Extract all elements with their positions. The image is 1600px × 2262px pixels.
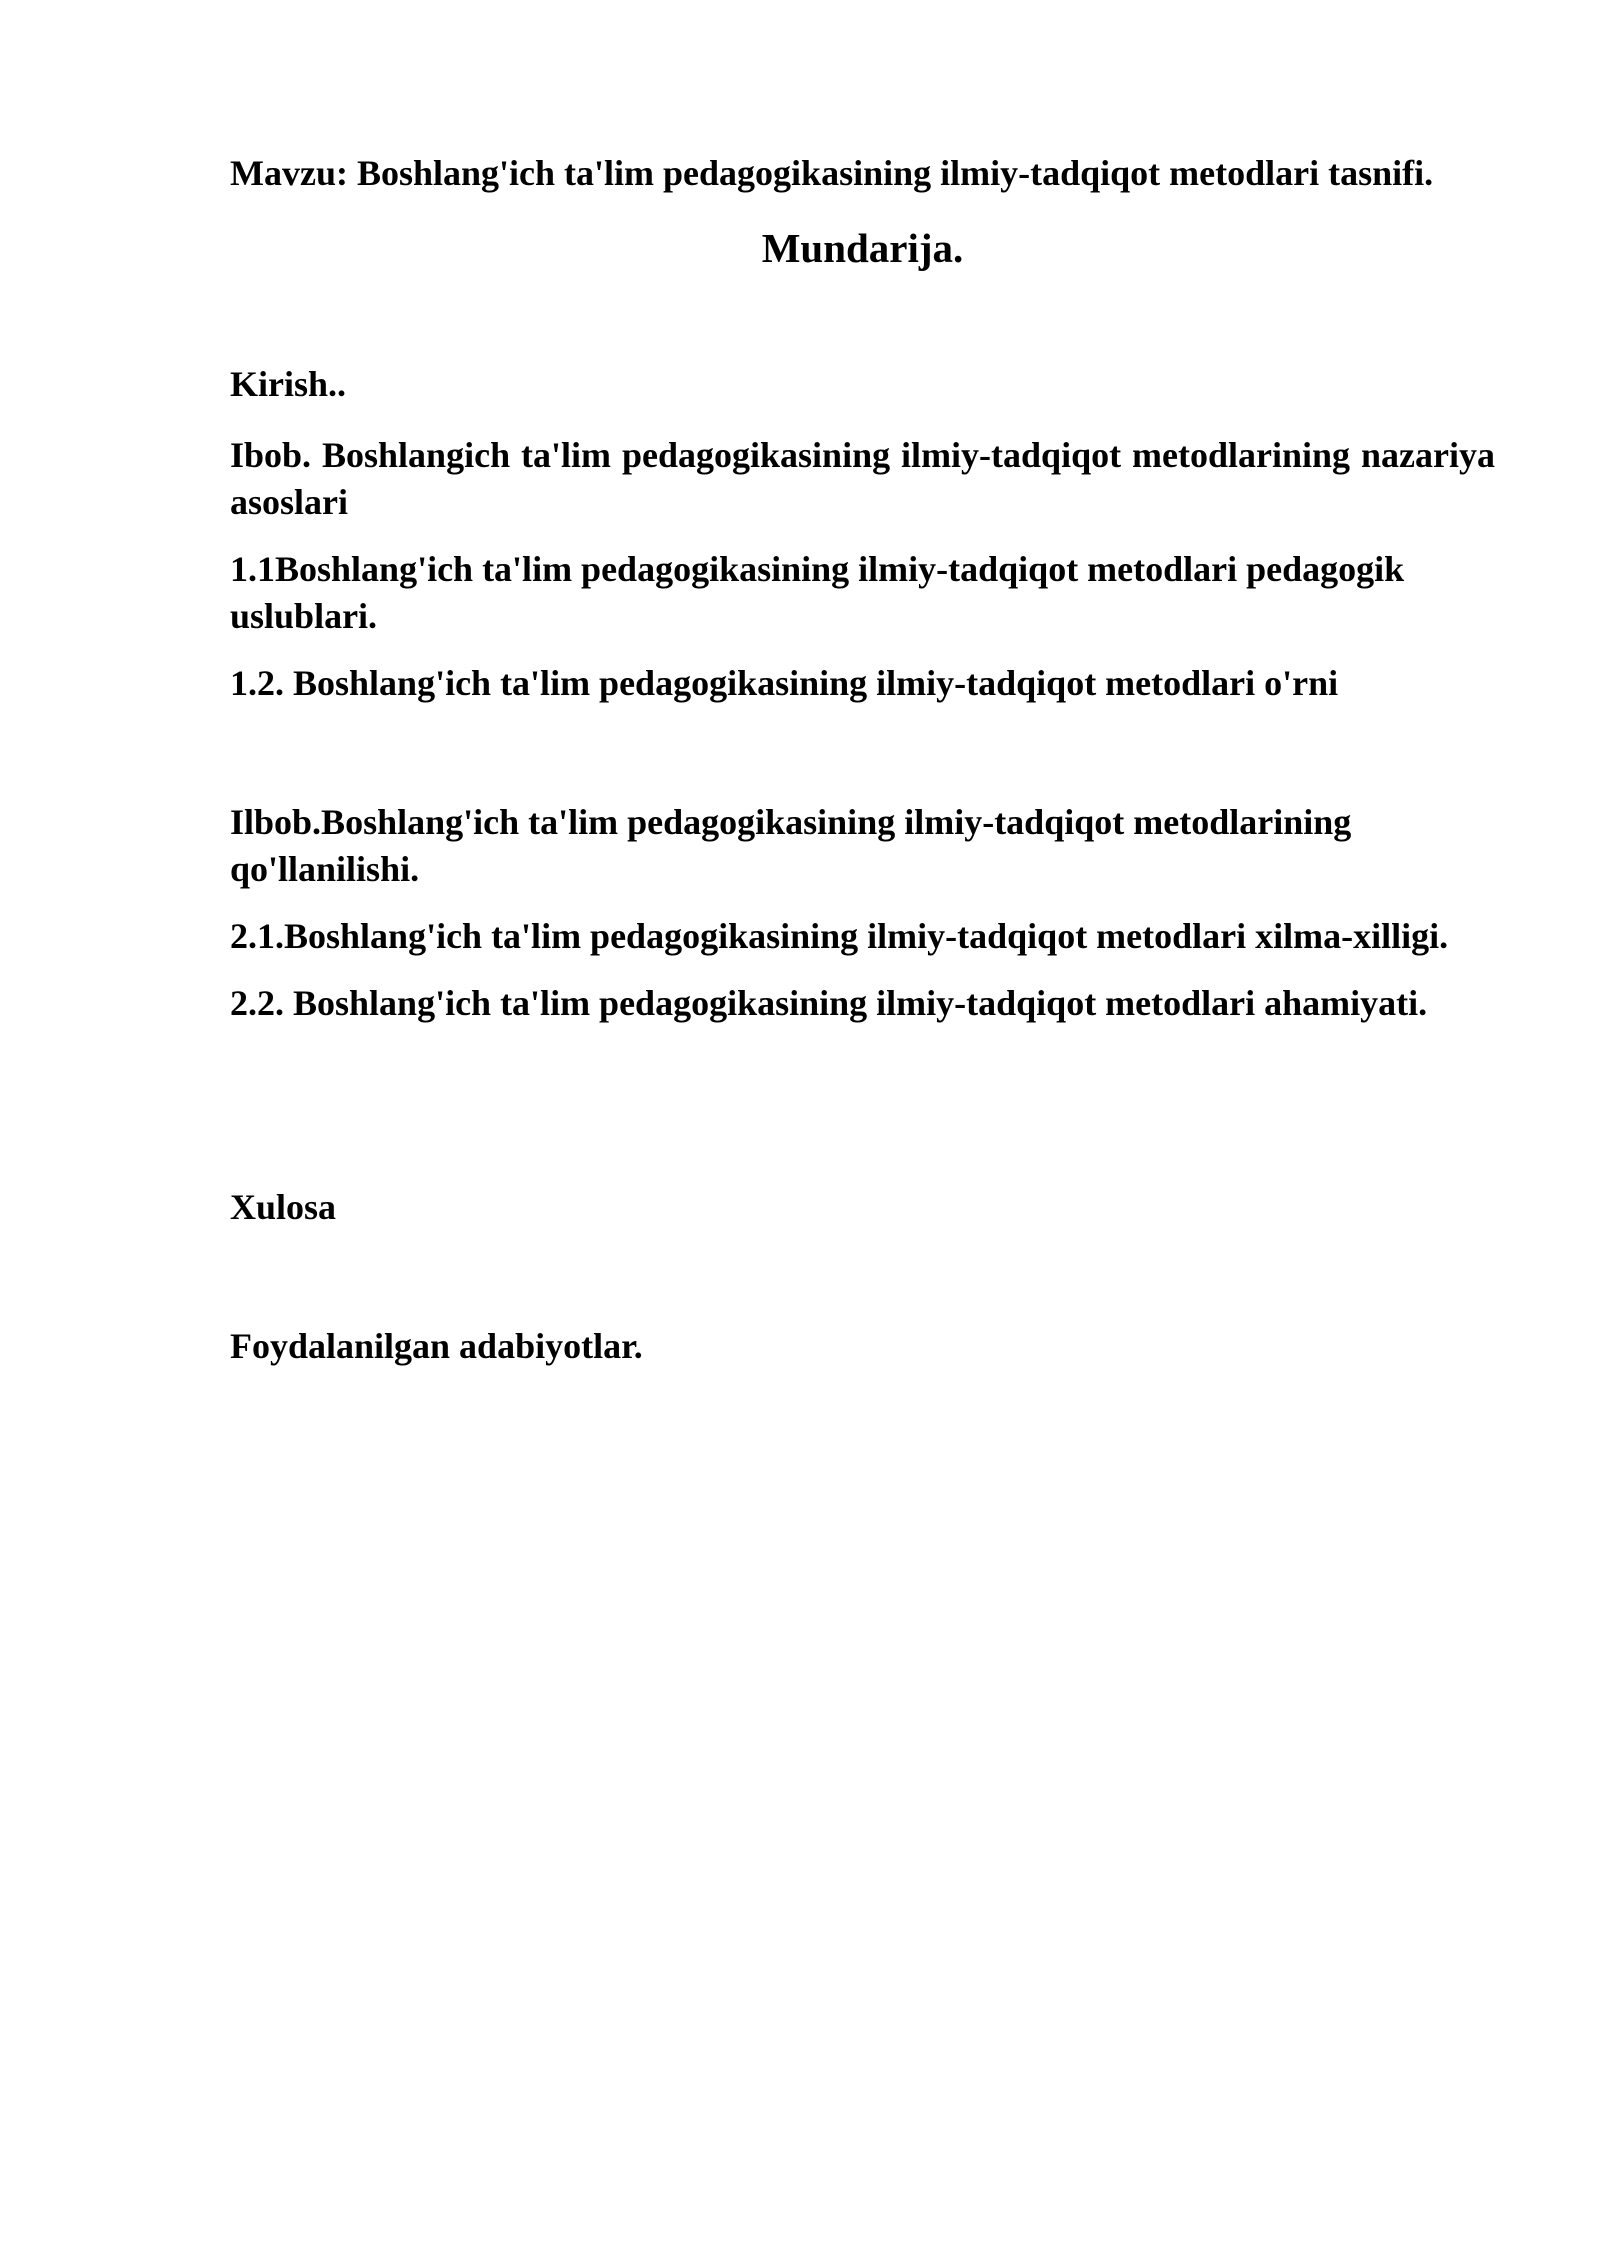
topic-line: Mavzu: Boshlang'ich ta'lim pedagogikasining ilmiy-tadqiqot metodlari tasnifi. xyxy=(230,153,1434,193)
page-content xyxy=(230,150,1495,1370)
toc-entry-section-2-2: 2.2. Boshlang'ich ta'lim pedagogikasining ilmiy-tadqiqot metodlari ahamiyati. xyxy=(230,983,1428,1023)
toc-entry-section-1-2: 1.2. Boshlang'ich ta'lim pedagogikasining ilmiy-tadqiqot metodlari o'rni xyxy=(230,663,1339,703)
toc-entry-references: Foydalanilgan adabiyotlar. xyxy=(230,1326,643,1366)
toc-entry-conclusion: Xulosa xyxy=(230,1187,337,1227)
toc-entry-introduction: Kirish.. xyxy=(230,364,347,404)
toc-title: Mundarija. xyxy=(761,225,964,271)
toc-entry-chapter-2: Ilbob.Boshlang'ich ta'lim pedagogikasining ilmiy-tadqiqot metodlarining qo'llanilishi. xyxy=(230,802,1352,889)
toc-entry-section-2-1: 2.1.Boshlang'ich ta'lim pedagogikasining ilmiy-tadqiqot metodlari xilma-xilligi. xyxy=(230,916,1449,956)
toc-entry-section-1-1: 1.1Boshlang'ich ta'lim pedagogikasining ilmiy-tadqiqot metodlari pedagogik uslublari. xyxy=(230,549,1405,636)
toc-entry-chapter-1: Ibob. Boshlangich ta'lim pedagogikasining ilmiy-tadqiqot metodlarining nazariya asoslari xyxy=(230,435,1495,522)
